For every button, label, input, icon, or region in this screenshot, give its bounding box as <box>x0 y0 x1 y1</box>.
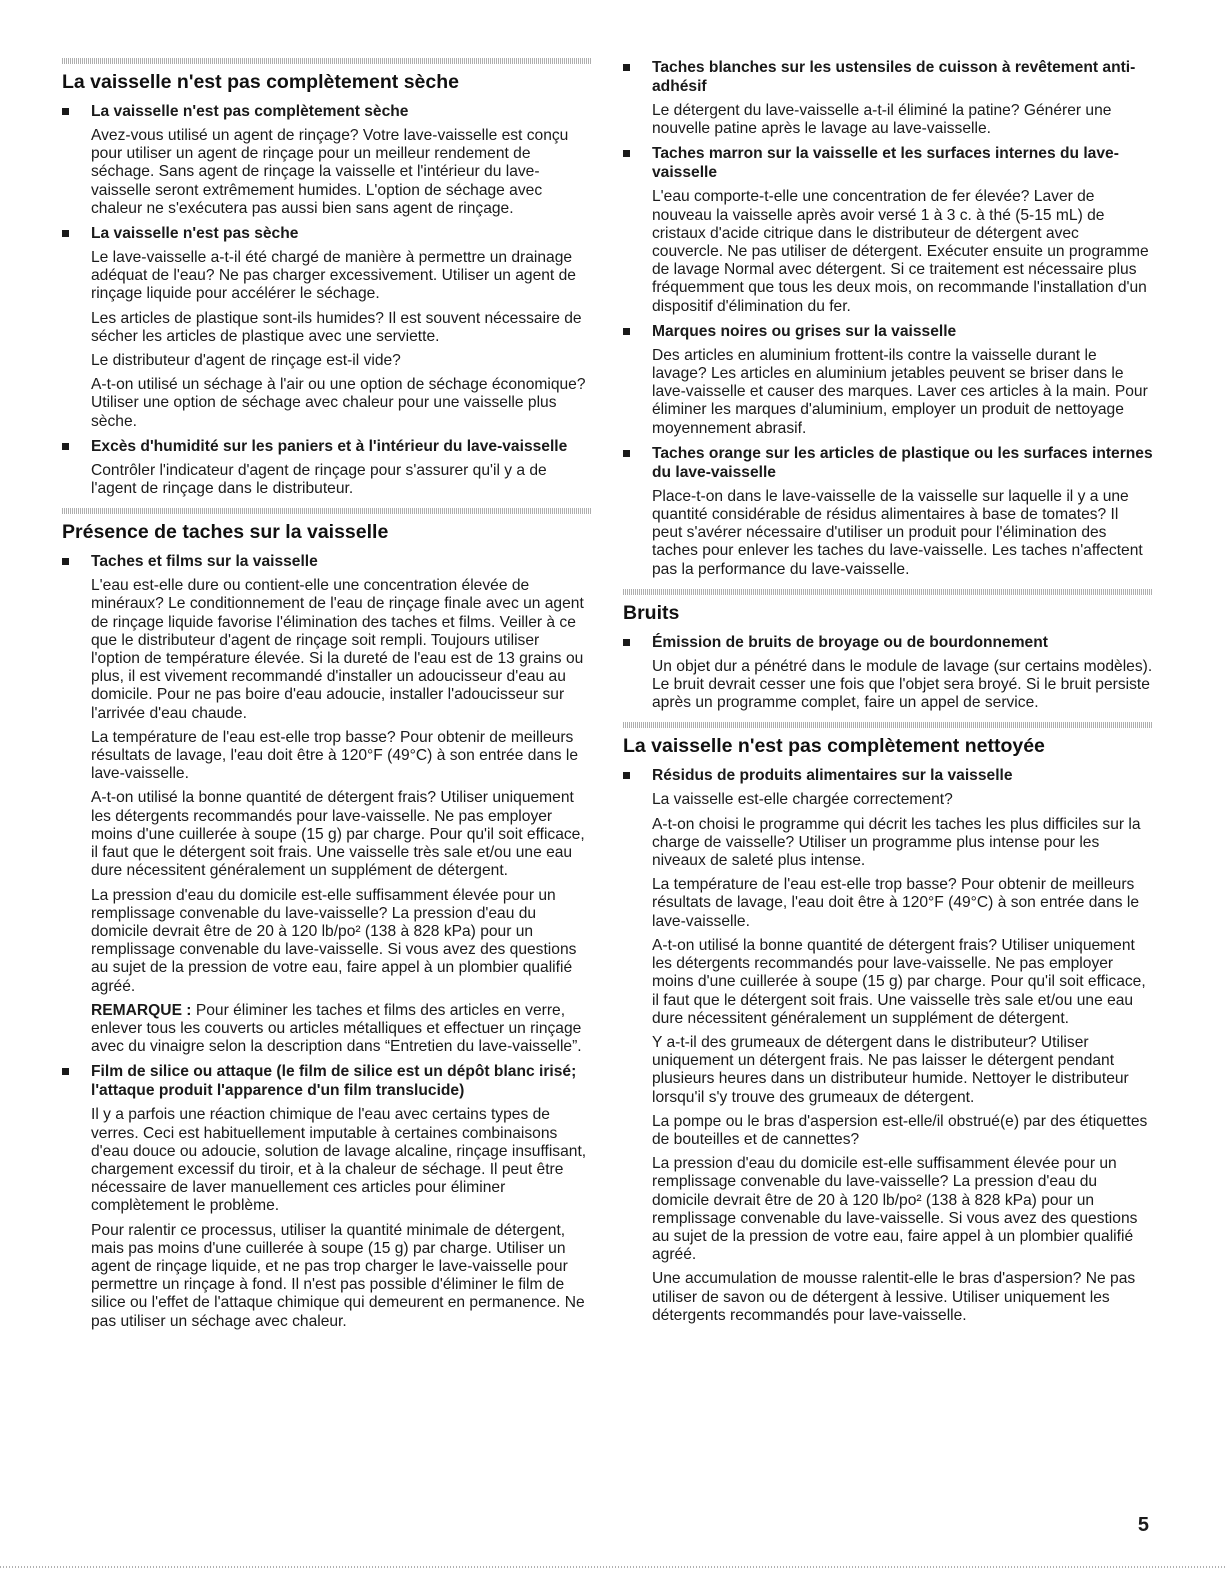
problem-item <box>623 58 1153 138</box>
problem-title: La vaisselle n'est pas complètement sèche <box>91 103 409 120</box>
solution-paragraph: La pression d'eau du domicile est-elle suffisamment élevée pour un remplissage convenable du lave-vaisselle? La pression d'eau du domicile devrait être de 20 à 120 lb/po² (138 à 828 kPa) pour un remplissage convenable du lave-vaisselle. Si vous avez des questions au sujet de la pression de votre eau, faire appel à un plombier qualifié agréé. <box>652 1155 1138 1264</box>
problem-item <box>62 224 592 431</box>
bullet-icon <box>623 328 630 335</box>
solution-paragraph: La pression d'eau du domicile est-elle suffisamment élevée pour un remplissage convenable du lave-vaisselle? La pression d'eau du domicile devrait être de 20 à 120 lb/po² (138 à 828 kPa) pour un remplissage convenable du lave-vaisselle. Si vous avez des questions au sujet de la pression de votre eau, faire appel à un plombier qualifié agréé. <box>91 886 577 995</box>
solution-paragraph: Une accumulation de mousse ralentit-elle le bras d'aspersion? Ne pas utiliser de savon ou de détergent à lessive. Utiliser uniquement les détergents recommandés pour lave-vaisselle. <box>652 1270 1136 1324</box>
bullet-icon <box>623 639 630 646</box>
left-column <box>62 58 592 1341</box>
manual-page <box>62 58 1166 1558</box>
problem-item <box>62 437 592 498</box>
solution-paragraph: L'eau comporte-t-elle une concentration de fer élevée? Laver de nouveau la vaisselle après avoir versé 1 à 3 c. à thé (5-15 mL) de cristaux d'acide citrique dans le distributeur de détergent avec couvercle. Ne pas utiliser de détergent. Exécuter ensuite un programme de lavage Normal avec détergent. Si ce traitement est nécessaire plus fréquemment que tous les deux mois, on recommande l'installation d'un dispositif d'élimination du fer. <box>652 188 1149 315</box>
problem-title: Marques noires ou grises sur la vaisselle <box>652 322 957 340</box>
bullet-icon <box>62 108 69 115</box>
solution-paragraph: Place-t-on dans le lave-vaisselle de la vaisselle sur laquelle il y a une quantité considérable de résidus alimentaires à base de tomates? Il peut s'avérer nécessaire d'utiliser un produit pour l'élimination des taches pour enlever les taches du lave-vaisselle. Les taches n'affectent pas la performance du lave-vaisselle. <box>652 487 1143 578</box>
section-rule <box>62 508 592 514</box>
solution-paragraph: Les articles de plastique sont-ils humides? Il est souvent nécessaire de sécher les articles de plastique avec une serviette. <box>91 309 582 345</box>
bullet-icon <box>62 558 69 565</box>
problem-title: La vaisselle n'est pas sèche <box>91 225 299 243</box>
section <box>623 589 1153 713</box>
section-rule <box>623 589 1153 595</box>
bullet-icon <box>623 64 630 71</box>
solution-paragraph: La température de l'eau est-elle trop basse? Pour obtenir de meilleurs résultats de lavage, l'eau doit être à 120°F (49°C) à son entrée dans le lave-vaisselle. <box>91 728 579 783</box>
solution-paragraph: La pompe ou le bras d'aspersion est-elle/il obstrué(e) par des étiquettes de bouteilles et de cannettes? <box>652 1112 1148 1148</box>
problem-item <box>623 766 1153 1324</box>
section-title: La vaisselle n'est pas complètement sèche <box>62 71 459 93</box>
solution-paragraph: Le distributeur d'agent de rinçage est-il vide? <box>91 352 401 370</box>
right-column <box>623 58 1153 1335</box>
solution-paragraph: Il y a parfois une réaction chimique de l'eau avec certains types de verres. Ceci est habituellement imputable à certaines combinaisons d'eau douce ou adoucie, solution de lavage alcaline, rinçage insuffisant, chargement excessif du tiroir, et à la chaleur de séchage. Il peut être nécessaire de laver manuellement ces articles pour éliminer complètement le problème. <box>91 1106 587 1215</box>
section <box>623 58 1153 579</box>
note-text: Pour éliminer les taches et films des articles en verre, enlever tous les couverts ou articles métalliques et effectuer un rinçage avec du vinaigre selon la description dans “Entretien du lave-vaisselle”. <box>91 1001 582 1056</box>
section-title: Présence de taches sur la vaisselle <box>62 521 389 544</box>
solution-paragraph: A-t-on utilisé la bonne quantité de détergent frais? Utiliser uniquement les détergents recommandés pour lave-vaisselle. Ne pas employer moins d'une cuillerée à soupe (15 g) par charge. Pour qu'il soit efficace, il faut que le détergent soit frais. Une vaisselle très sale et/ou une eau dure nécessitent généralement un supplément de détergent. <box>91 789 585 880</box>
problem-title: Résidus de produits alimentaires sur la vaisselle <box>652 767 1013 785</box>
problem-item <box>62 552 592 1056</box>
problem-title: Film de silice ou attaque (le film de silice est un dépôt blanc irisé; l'attaque produit l'apparence d'un film translucide) <box>91 1063 577 1100</box>
section-title: Bruits <box>623 601 680 624</box>
bullet-icon <box>623 772 630 779</box>
section <box>623 722 1153 1324</box>
problem-item <box>623 144 1153 315</box>
solution-paragraph: Des articles en aluminium frottent-ils contre la vaisselle durant le lavage? Les articles en aluminium jetables peuvent se briser dans le lave-vaisselle et causer des marques. Laver ces articles à la main. Pour éliminer les marques d'aluminium, employer un produit de nettoyage moyennement abrasif. <box>652 346 1148 437</box>
section <box>62 58 592 498</box>
problem-title: Émission de bruits de broyage ou de bourdonnement <box>652 633 1048 651</box>
bullet-icon <box>623 450 630 457</box>
problem-item <box>62 102 592 218</box>
problem-item <box>62 1062 592 1330</box>
problem-title: Taches orange sur les articles de plastique ou les surfaces internes du lave-vaisselle <box>652 444 1153 481</box>
solution-paragraph: Pour ralentir ce processus, utiliser la quantité minimale de détergent, mais pas moins d'une cuillerée à soupe (15 g) par charge. Utiliser un agent de rinçage liquide, et ne pas trop charger le lave-vaisselle pour permettre un rinçage à fond. Il n'est pas possible d'éliminer le film de silice ou l'effet de l'attaque chimique qui demeurent en permanence. Ne pas utiliser un séchage avec chaleur. <box>91 1221 585 1330</box>
note-paragraph <box>91 1002 592 1057</box>
solution-paragraph: La température de l'eau est-elle trop basse? Pour obtenir de meilleurs résultats de lavage, l'eau doit être à 120°F (49°C) à son entrée dans le lave-vaisselle. <box>652 876 1140 930</box>
note-label: REMARQUE : <box>91 1001 192 1019</box>
solution-paragraph: La vaisselle est-elle chargée correctement? <box>652 791 953 809</box>
section-title: La vaisselle n'est pas complètement nettoyée <box>623 735 1045 758</box>
problem-title: Taches et films sur la vaisselle <box>91 553 318 571</box>
problem-item <box>623 633 1153 713</box>
solution-paragraph: A-t-on utilisé un séchage à l'air ou une option de séchage économique? Utiliser une option de séchage avec chaleur pour une vaisselle plus sèche. <box>91 376 586 430</box>
section-rule <box>623 722 1153 728</box>
solution-paragraph: Un objet dur a pénétré dans le module de lavage (sur certains modèles). Le bruit devrait cesser une fois que l'objet sera broyé. Si le bruit persiste après un programme complet, faire un appel de service. <box>652 657 1153 712</box>
solution-paragraph: L'eau est-elle dure ou contient-elle une concentration élevée de minéraux? Le conditionnement de l'eau de rinçage finale avec un agent de rinçage liquide favorise l'élimination des taches et films. Veiller à ce que le distributeur d'agent de rinçage soit rempli. Toujours utiliser l'option de température élevée. Si la dureté de l'eau est de 13 grains ou plus, il est vivement recommandé d'installer un adoucisseur d'eau au domicile. Pour ne pas boire d'eau adoucie, installer l'adoucisseur sur l'arrivée d'eau chaude. <box>91 577 584 722</box>
problem-title: Taches blanches sur les ustensiles de cuisson à revêtement anti-adhésif <box>652 59 1136 95</box>
solution-paragraph: A-t-on choisi le programme qui décrit les taches les plus difficiles sur la charge de vaisselle? Utiliser un programme plus intense pour les niveaux de saleté plus intense. <box>652 815 1141 870</box>
problem-item <box>623 444 1153 579</box>
solution-paragraph: Le lave-vaisselle a-t-il été chargé de manière à permettre un drainage adéquat de l'eau? Ne pas charger excessivement. Utiliser un agent de rinçage liquide pour accélérer le séchage. <box>91 249 576 303</box>
solution-paragraph: Le détergent du lave-vaisselle a-t-il éliminé la patine? Générer une nouvelle patine après le lavage au lave-vaisselle. <box>652 102 1112 138</box>
bullet-icon <box>623 150 630 157</box>
problem-item <box>623 322 1153 438</box>
solution-paragraph: Y a-t-il des grumeaux de détergent dans le distributeur? Utiliser uniquement un détergent frais. Ne pas laisser le détergent pendant plusieurs heures dans un distributeur humide. Nettoyer le distributeur lorsqu'il s'y trouve des grumeaux de détergent. <box>652 1033 1129 1106</box>
bottom-rule <box>0 1566 1225 1568</box>
bullet-icon <box>62 230 69 237</box>
solution-paragraph: Avez-vous utilisé un agent de rinçage? Votre lave-vaisselle est conçu pour utiliser un agent de rinçage pour un meilleur rendement de séchage. Sans agent de rinçage la vaisselle et l'intérieur du lave-vaisselle seront extrêmement humides. L'option de séchage avec chaleur ne s'exécutera pas aussi bien sans agent de rinçage. <box>91 127 569 217</box>
section-rule <box>62 58 592 64</box>
page-number: 5 <box>1137 1514 1149 1536</box>
solution-paragraph: A-t-on utilisé la bonne quantité de détergent frais? Utiliser uniquement les détergents recommandés pour lave-vaisselle. Ne pas employer moins d'une cuillerée à soupe (15 g) par charge. Pour qu'il soit efficace, il faut que le détergent soit frais. Une vaisselle très sale et/ou une eau dure nécessitent généralement un supplément de détergent. <box>652 936 1146 1027</box>
bullet-icon <box>62 443 69 450</box>
bullet-icon <box>62 1068 69 1075</box>
problem-title: Excès d'humidité sur les paniers et à l'intérieur du lave-vaisselle <box>91 437 568 455</box>
problem-title: Taches marron sur la vaisselle et les surfaces internes du lave-vaisselle <box>652 145 1119 182</box>
section <box>62 508 592 1331</box>
solution-paragraph: Contrôler l'indicateur d'agent de rinçage pour s'assurer qu'il y a de l'agent de rinçage dans le distributeur. <box>91 461 547 498</box>
